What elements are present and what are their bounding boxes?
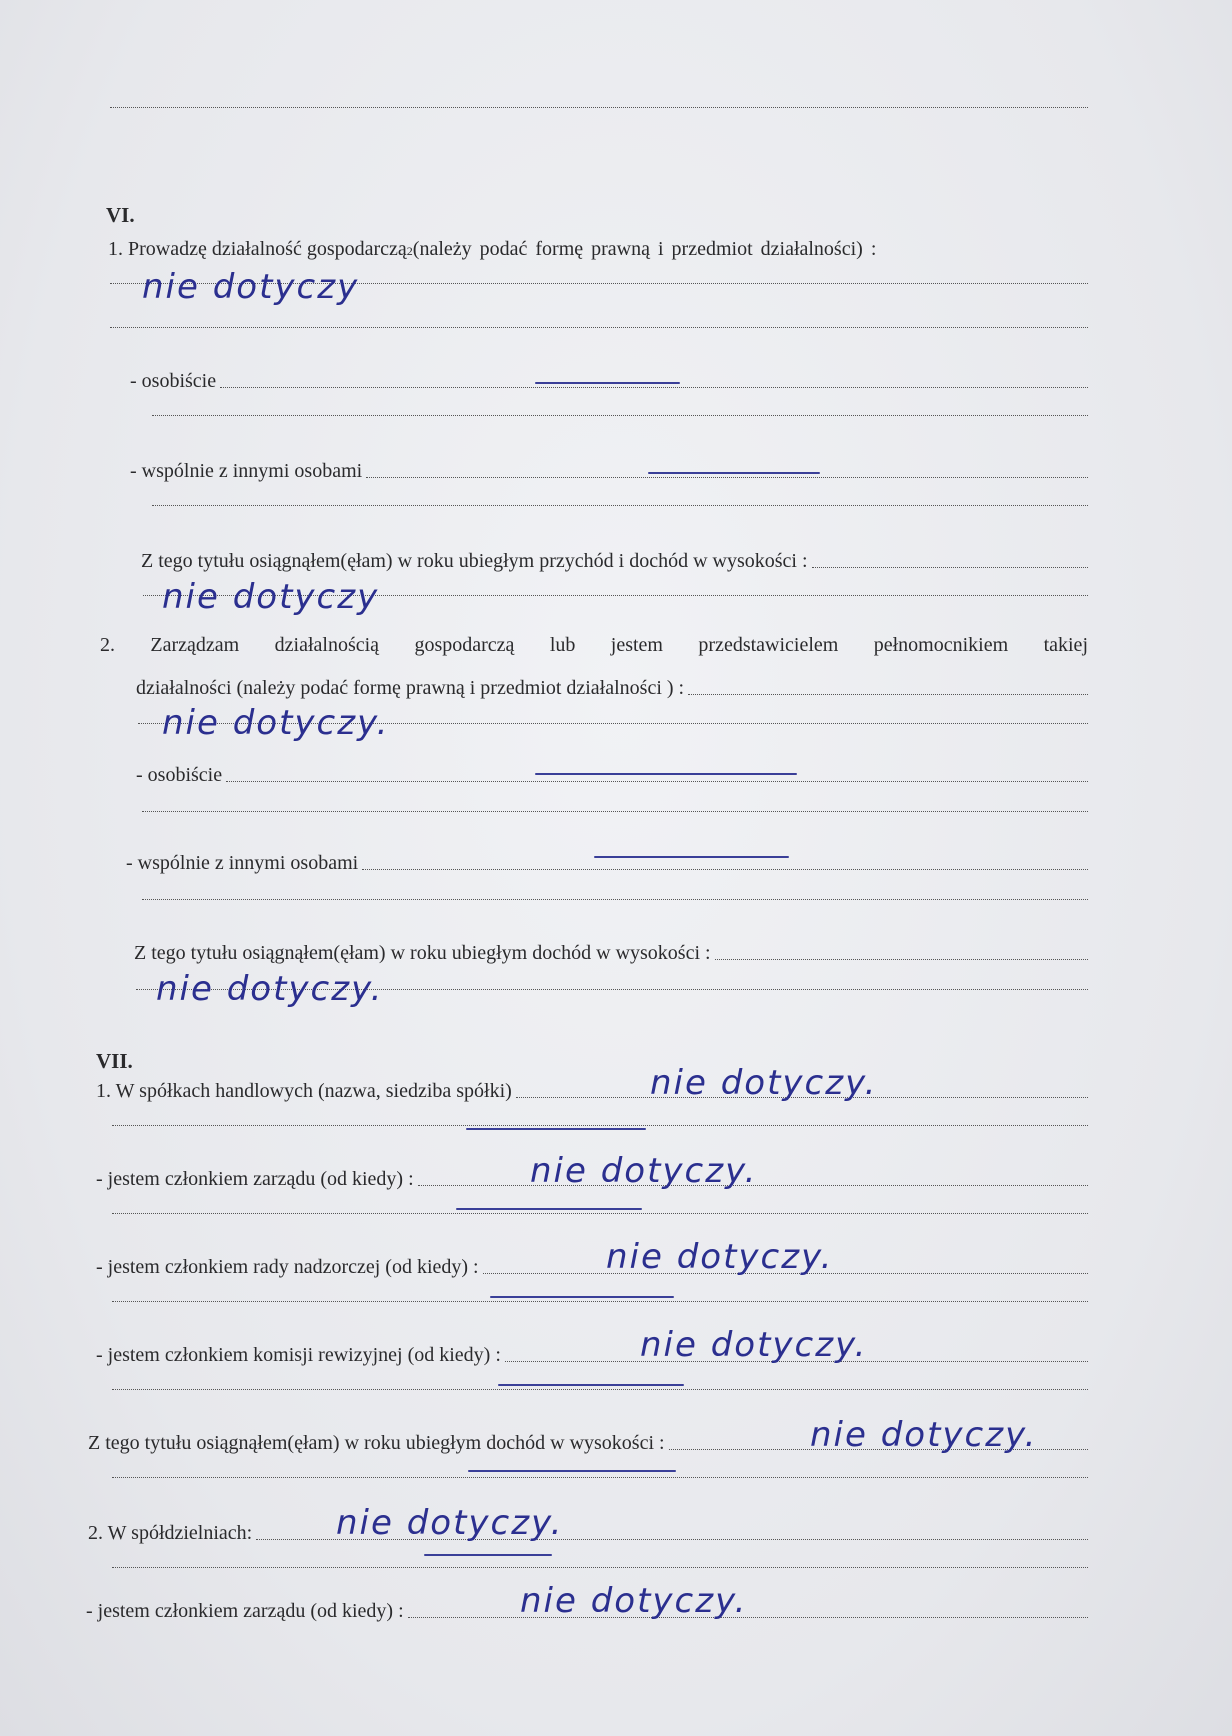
- handwritten-dash: [490, 1296, 674, 1298]
- vi-item2-label-line2: działalności (należy podać formę prawną i przedmiot działalności ) :: [136, 677, 1088, 700]
- vi-item2-answer: nie dotyczy.: [162, 703, 390, 743]
- vi-item2-joint: - wspólnie z innymi osobami: [126, 852, 1088, 875]
- handwritten-dash: [535, 773, 797, 775]
- vi-item1-answer: nie dotyczy: [142, 267, 360, 307]
- handwritten-dash: [424, 1554, 552, 1556]
- dotted-line: [110, 1476, 1088, 1483]
- dotted-line: [108, 106, 1088, 113]
- section-vii-header: VII.: [96, 1049, 133, 1073]
- vi-item1-joint: - wspólnie z innymi osobami: [130, 460, 1088, 483]
- dotted-line: [140, 898, 1088, 905]
- vii-item2-board-answer: nie dotyczy.: [520, 1581, 748, 1621]
- vii-item1-board: - jestem członkiem zarządu (od kiedy) :: [96, 1168, 1088, 1191]
- handwritten-dash: [594, 856, 789, 858]
- vi-item1-personal: - osobiście: [130, 370, 1088, 393]
- section-vi-header: VI.: [106, 203, 135, 227]
- vi-item2-income: Z tego tytułu osiągnąłem(ęłam) w roku ubiegłym dochód w wysokości :: [134, 942, 1088, 965]
- vii-item1-income-answer: nie dotyczy.: [810, 1415, 1038, 1455]
- dotted-line: [110, 1124, 1088, 1131]
- handwritten-dash: [535, 382, 680, 384]
- vii-item1-label: 1. W spółkach handlowych (nazwa, siedziba spółki): [96, 1080, 1088, 1103]
- vi-item2-income-answer: nie dotyczy.: [156, 969, 384, 1009]
- dotted-line: [108, 326, 1088, 333]
- vii-item1-answer: nie dotyczy.: [650, 1063, 878, 1103]
- dotted-line: [150, 504, 1088, 511]
- vi-item1-label: 1. Prowadzę działalność gospodarczą 2 (należy podać formę prawną i przedmiot działalności) :: [108, 238, 877, 260]
- dotted-line: [110, 1300, 1088, 1307]
- vi-item2-label-line1: 2. Zarządzam działalnością gospodarczą lub jestem przedstawicielem pełnomocnikiem takiej: [100, 634, 1088, 656]
- handwritten-dash: [648, 472, 820, 474]
- vi-item1-income: Z tego tytułu osiągnąłem(ęłam) w roku ubiegłym przychód i dochód w wysokości :: [141, 550, 1088, 573]
- vi-item1-income-answer: nie dotyczy: [162, 577, 380, 617]
- handwritten-dash: [456, 1208, 642, 1210]
- vii-item1-supervisory: - jestem członkiem rady nadzorczej (od kiedy) :: [96, 1256, 1088, 1279]
- dotted-line: [110, 1212, 1088, 1219]
- vii-item1-audit: - jestem członkiem komisji rewizyjnej (od kiedy) :: [96, 1344, 1088, 1367]
- handwritten-dash: [498, 1384, 684, 1386]
- vii-item1-supervisory-answer: nie dotyczy.: [606, 1237, 834, 1277]
- vii-item2-board: - jestem członkiem zarządu (od kiedy) :: [86, 1600, 1088, 1623]
- vi-item2-personal: - osobiście: [136, 764, 1088, 787]
- vii-item2-label: 2. W spółdzielniach:: [88, 1522, 1088, 1545]
- vii-item1-audit-answer: nie dotyczy.: [640, 1325, 868, 1365]
- dotted-line: [110, 1388, 1088, 1395]
- dotted-line: [110, 1566, 1088, 1573]
- dotted-line: [150, 414, 1088, 421]
- vii-item1-board-answer: nie dotyczy.: [530, 1151, 758, 1191]
- vii-item1-income: Z tego tytułu osiągnąłem(ęłam) w roku ubiegłym dochód w wysokości :: [88, 1432, 1088, 1455]
- vii-item2-answer: nie dotyczy.: [336, 1503, 564, 1543]
- handwritten-dash: [468, 1470, 676, 1472]
- dotted-line: [140, 810, 1088, 817]
